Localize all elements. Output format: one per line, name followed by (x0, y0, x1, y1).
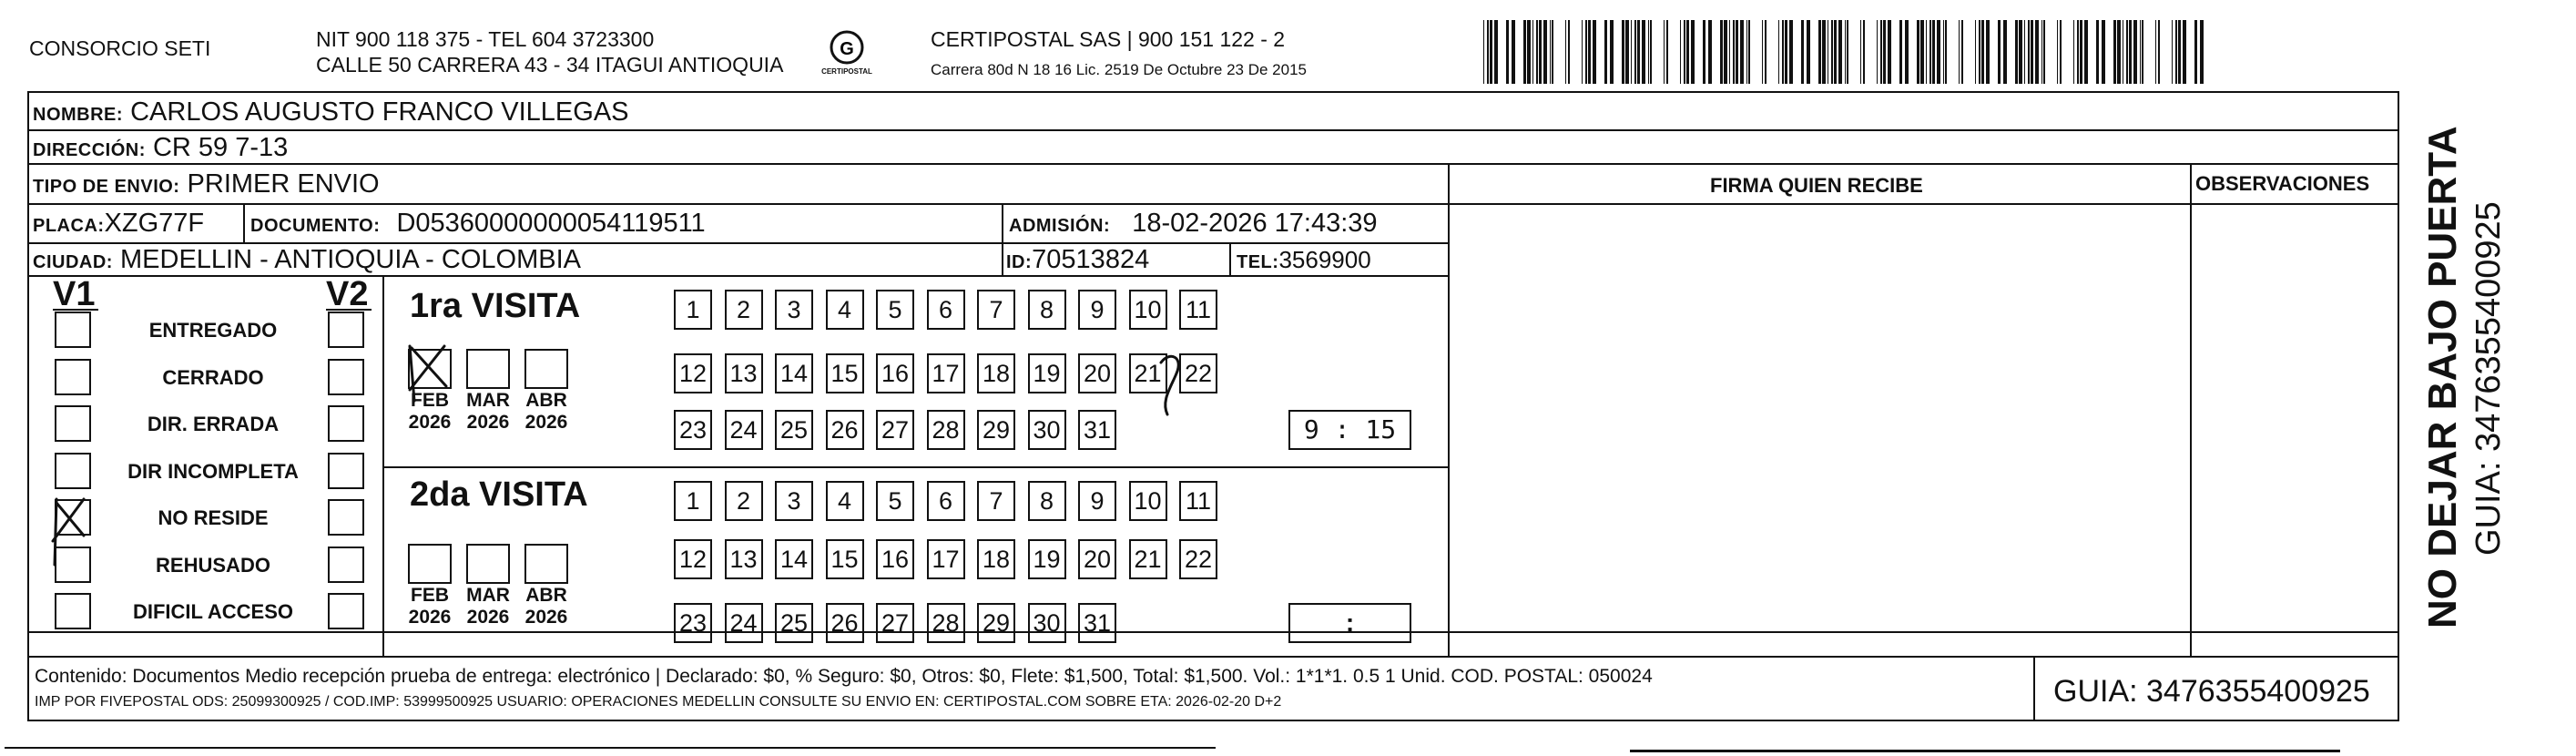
barcode-bar (1512, 20, 1515, 84)
barcode-bar (1550, 20, 1551, 84)
visit1-month-year: 2026 (524, 412, 568, 433)
visit2-month-name: ABR (525, 585, 567, 606)
visit2-day-box: 11 (1179, 481, 1217, 521)
admision-field (1009, 208, 1378, 241)
visit1-day-box: 2 (725, 290, 763, 330)
barcode-bar (1785, 20, 1787, 84)
visit1-day-box: 18 (977, 353, 1015, 393)
address-line: CALLE 50 CARRERA 43 - 34 ITAGUI ANTIOQUIA (316, 53, 784, 77)
v2-checkbox (328, 405, 364, 442)
visit2-day-box: 25 (775, 603, 813, 643)
barcode-bar (2028, 20, 2030, 84)
barcode-bar (1789, 20, 1793, 84)
v1-checkbox (55, 499, 91, 536)
bottom-rule-right (1630, 750, 2340, 752)
visit1-day-box: 6 (927, 290, 965, 330)
barcode-bar (1650, 20, 1652, 84)
v1-checkbox (55, 312, 91, 348)
barcode-bar (1724, 20, 1727, 84)
visit1-day-box: 27 (876, 410, 914, 450)
barcode-bar (1762, 20, 1763, 84)
barcode (1480, 20, 2215, 84)
barcode-bar (1686, 20, 1689, 84)
barcode-bar (1593, 20, 1596, 84)
barcode-bar (1845, 20, 1846, 84)
visit1-day-box: 31 (1078, 410, 1116, 450)
visit1-title: 1ra VISITA (410, 287, 581, 325)
visit2-time: : (1288, 603, 1411, 643)
visit2-day-box: 5 (876, 481, 914, 521)
visit2-month-box (408, 544, 452, 584)
v2-checkbox (328, 312, 364, 348)
visit2-day-box: 21 (1129, 539, 1167, 579)
barcode-bar (1490, 20, 1492, 84)
barcode-bar (1610, 20, 1614, 84)
visit2-day-box: 31 (1078, 603, 1116, 643)
visit1-day-box: 8 (1028, 290, 1066, 330)
visit2-month-year: 2026 (408, 607, 452, 628)
ciudad-label: CIUDAD: (33, 252, 113, 272)
barcode-bar (1684, 20, 1685, 84)
barcode-bar (1863, 20, 1865, 84)
visit1-day-box: 26 (826, 410, 864, 450)
barcode-bar (1539, 20, 1542, 84)
barcode-bar (1494, 20, 1498, 84)
v1-checkbox (55, 593, 91, 629)
barcode-bar (1625, 20, 1629, 84)
status-label: DIR INCOMPLETA (127, 459, 299, 483)
visit2-day-box: 14 (775, 539, 813, 579)
barcode-bar (1729, 20, 1730, 84)
barcode-bar (2158, 20, 2160, 84)
barcode-bar (1838, 20, 1842, 84)
signature-area (1450, 205, 2189, 655)
placa-value: XZG77F (104, 209, 205, 238)
visit2-day-box: 2 (725, 481, 763, 521)
footer-guia: GUIA: 3476355400925 (2053, 674, 2370, 709)
barcode-bar (1648, 20, 1649, 84)
visit1-time: 9 : 15 (1288, 410, 1411, 450)
barcode-bar (1532, 20, 1533, 84)
visit1-day-box: 14 (775, 353, 813, 393)
barcode-bar (2200, 20, 2204, 84)
documento-field (250, 208, 706, 241)
status-label: DIFICIL ACCESO (132, 600, 293, 623)
contenido-line: Contenido: Documentos Medio recepción prueba de entrega: electrónico | Declarado: $0, % Seguro: $0, Otros: $0, Flete: $1,500, Total: $1,500. Vol.: 1*1*1. 0.5 1 Unid. COD. POSTAL: 050024 (35, 666, 1653, 687)
tipo-value: PRIMER ENVIO (187, 169, 380, 199)
observations-area (2192, 205, 2398, 655)
direccion-value: CR 59 7-13 (152, 133, 289, 162)
visit1-day-box: 19 (1028, 353, 1066, 393)
barcode-bar (1986, 20, 1990, 84)
barcode-bar (1527, 20, 1531, 84)
v1-checkbox (55, 453, 91, 489)
barcode-bar (1631, 20, 1632, 84)
status-label: ENTREGADO (148, 319, 278, 342)
barcode-bar (1483, 20, 1484, 84)
visit2-day-box: 6 (927, 481, 965, 521)
visit2-day-box: 16 (876, 539, 914, 579)
barcode-bar (1536, 20, 1538, 84)
barcode-bar (2003, 20, 2007, 84)
barcode-bar (1782, 20, 1784, 84)
barcode-bar (1703, 20, 1705, 84)
visit2-month-box (466, 544, 510, 584)
visit2-day-box: 22 (1179, 539, 1217, 579)
barcode-bar (1748, 20, 1750, 84)
status-label: DIR. ERRADA (147, 413, 280, 435)
barcode-bar (1899, 20, 1902, 84)
barcode-bar (1622, 20, 1624, 84)
visit1-day-box: 11 (1179, 290, 1217, 330)
visit2-day-box: 30 (1028, 603, 1066, 643)
barcode-bar (1905, 20, 1909, 84)
barcode-bar (1565, 20, 1566, 84)
company-name: CONSORCIO SETI (29, 36, 211, 60)
barcode-bar (2140, 20, 2141, 84)
tel-label: TEL: (1237, 252, 1279, 272)
ciudad-field (33, 244, 581, 278)
visit2-day-box: 18 (977, 539, 1015, 579)
barcode-bar (1943, 20, 1944, 84)
nombre-value: CARLOS AUGUSTO FRANCO VILLEGAS (130, 97, 629, 127)
visit1-month-box (408, 349, 452, 389)
barcode-bar (1880, 20, 1882, 84)
visit2-day-box: 10 (1129, 481, 1167, 521)
visit2-day-box: 4 (826, 481, 864, 521)
barcode-bar (1552, 20, 1553, 84)
visit2-day-box: 13 (725, 539, 763, 579)
barcode-bar (2126, 20, 2128, 84)
v1-checkbox (55, 547, 91, 583)
barcode-bar (2172, 20, 2173, 84)
barcode-bar (2043, 20, 2045, 84)
barcode-bar (1920, 20, 1924, 84)
barcode-bar (1736, 20, 1738, 84)
barcode-bar (1847, 20, 1848, 84)
barcode-bar (1877, 20, 1878, 84)
visit2-day-box: 3 (775, 481, 813, 521)
visit1-month-box (524, 349, 568, 389)
v2-checkbox (328, 453, 364, 489)
visit1-month-name: FEB (411, 390, 449, 411)
visit1-day-box: 5 (876, 290, 914, 330)
barcode-bar (1720, 20, 1723, 84)
barcode-bar (2024, 20, 2025, 84)
barcode-bar (1818, 20, 1821, 84)
visit1-day-box: 30 (1028, 410, 1066, 450)
barcode-bar (1937, 20, 1940, 84)
barcode-bar (2183, 20, 2186, 84)
documento-value: D05360000000054119511 (396, 209, 706, 238)
barcode-bar (1961, 20, 1963, 84)
id-label: ID: (1006, 252, 1033, 272)
barcode-bar (1666, 20, 1668, 84)
visit1-month-name: MAR (466, 390, 510, 411)
barcode-bar (2102, 20, 2105, 84)
documento-label: DOCUMENTO: (250, 216, 381, 236)
v2-checkbox (328, 593, 364, 629)
barcode-bar (1637, 20, 1640, 84)
barcode-bar (1588, 20, 1591, 84)
visit2-day-box: 29 (977, 603, 1015, 643)
barcode-bar (2015, 20, 2018, 84)
v2-checkbox (328, 499, 364, 536)
barcode-bar (2155, 20, 2156, 84)
visit2-day-box: 28 (927, 603, 965, 643)
visit1-day-box: 23 (674, 410, 712, 450)
certipostal-line: CERTIPOSTAL SAS | 900 151 122 - 2 (931, 27, 1286, 51)
barcode-bar (2031, 20, 2033, 84)
barcode-bar (2129, 20, 2132, 84)
visit2-month-box (524, 544, 568, 584)
status-label: CERRADO (162, 365, 264, 389)
visit2-day-box: 1 (674, 481, 712, 521)
v2-checkbox (328, 547, 364, 583)
visit2-day-box: 8 (1028, 481, 1066, 521)
visit1-day-box: 21 (1129, 353, 1167, 393)
imp-line: IMP POR FIVEPOSTAL ODS: 25099300925 / COD.IMP: 53999500925 USUARIO: OPERACIONES MEDELLIN CONSULTE SU ENVIO EN: CERTIPOSTAL.COM SOBRE ETA: 2026-02-20 D+2 (35, 694, 1282, 710)
barcode-bar (2057, 20, 2058, 84)
barcode-bar (1822, 20, 1826, 84)
barcode-bar (1834, 20, 1837, 84)
v1-underline (53, 309, 98, 311)
visit1-day-box: 3 (775, 290, 813, 330)
barcode-bar (1634, 20, 1636, 84)
id-value: 70513824 (1032, 245, 1150, 274)
admision-value: 18-02-2026 17:43:39 (1132, 209, 1378, 238)
barcode-bar (2080, 20, 2082, 84)
barcode-bar (1582, 20, 1583, 84)
firma-label: FIRMA QUIEN RECIBE (1710, 174, 1923, 197)
visit1-day-box: 28 (927, 410, 965, 450)
status-label: REHUSADO (156, 553, 270, 577)
visit2-day-box: 27 (876, 603, 914, 643)
barcode-bar (1765, 20, 1767, 84)
barcode-bar (1642, 20, 1645, 84)
v2-underline (326, 309, 372, 311)
visit2-month-year: 2026 (524, 607, 568, 628)
tipo-label: TIPO DE ENVIO: (33, 177, 180, 197)
visit1-day-box: 4 (826, 290, 864, 330)
barcode-bar (1733, 20, 1735, 84)
barcode-bar (2113, 20, 2116, 84)
barcode-bar (2073, 20, 2074, 84)
visit1-month-name: ABR (525, 390, 567, 411)
barcode-bar (1691, 20, 1695, 84)
visit1-day-box: 25 (775, 410, 813, 450)
barcode-bar (2117, 20, 2121, 84)
barcode-bar (1807, 20, 1810, 84)
barcode-bar (1975, 20, 1976, 84)
barcode-bar (1740, 20, 1744, 84)
barcode-bar (2194, 20, 2197, 84)
barcode-bar (1543, 20, 1547, 84)
barcode-bar (2096, 20, 2099, 84)
barcode-bar (1917, 20, 1919, 84)
barcode-bar (2133, 20, 2137, 84)
tipo-field (33, 169, 380, 202)
visit2-day-box: 17 (927, 539, 965, 579)
visit1-month-box (466, 349, 510, 389)
barcode-bar (1831, 20, 1833, 84)
visit2-day-box: 23 (674, 603, 712, 643)
visit1-day-box: 15 (826, 353, 864, 393)
id-field (1006, 244, 1149, 278)
barcode-bar (1929, 20, 1931, 84)
visit1-day-box: 24 (725, 410, 763, 450)
tel-value: 3569900 (1278, 246, 1371, 273)
visit1-day-box: 29 (977, 410, 1015, 450)
visit1-day-box: 9 (1078, 290, 1116, 330)
placa-field (33, 208, 204, 241)
visit1-day-box: 16 (876, 353, 914, 393)
barcode-bar (1604, 20, 1607, 84)
status-label: NO RESIDE (158, 506, 269, 529)
visit2-day-box: 7 (977, 481, 1015, 521)
barcode-bar (1998, 20, 2001, 84)
bottom-rule (5, 747, 1216, 749)
visit1-month-year: 2026 (466, 412, 510, 433)
barcode-bar (1932, 20, 1935, 84)
observaciones-label: OBSERVACIONES (2195, 172, 2370, 195)
barcode-bar (2077, 20, 2079, 84)
direccion-label: DIRECCIÓN: (33, 140, 146, 160)
barcode-bar (1664, 20, 1665, 84)
visit1-day-box: 17 (927, 353, 965, 393)
visit2-day-box: 19 (1028, 539, 1066, 579)
direccion-field (33, 132, 288, 166)
barcode-bar (2175, 20, 2177, 84)
visit2-title: 2da VISITA (410, 475, 588, 514)
barcode-bar (2060, 20, 2062, 84)
barcode-bar (1979, 20, 1980, 84)
admision-label: ADMISIÓN: (1009, 216, 1111, 236)
visit2-day-box: 15 (826, 539, 864, 579)
barcode-bar (1585, 20, 1587, 84)
visit2-day-box: 24 (725, 603, 763, 643)
barcode-bar (1959, 20, 1960, 84)
barcode-bar (2142, 20, 2143, 84)
v1-label: V1 (53, 275, 96, 313)
barcode-bar (2041, 20, 2042, 84)
visit2-month-name: MAR (466, 585, 510, 606)
barcode-bar (2035, 20, 2039, 84)
barcode-bar (2178, 20, 2181, 84)
svg-text:G: G (840, 39, 854, 59)
visit2-month-year: 2026 (466, 607, 510, 628)
barcode-bar (1746, 20, 1747, 84)
v1-checkbox (55, 405, 91, 442)
barcode-bar (1568, 20, 1570, 84)
visit2-month-name: FEB (411, 585, 449, 606)
barcode-bar (2084, 20, 2088, 84)
visit1-day-box: 20 (1078, 353, 1116, 393)
visit1-day-box: 12 (674, 353, 712, 393)
nit-line: NIT 900 118 375 - TEL 604 3723300 (316, 27, 655, 51)
v1-checkbox (55, 359, 91, 395)
visit2-day-box: 20 (1078, 539, 1116, 579)
barcode-bar (1506, 20, 1509, 84)
visit1-month-year: 2026 (408, 412, 452, 433)
v2-label: V2 (326, 275, 369, 313)
barcode-bar (1883, 20, 1886, 84)
barcode-bar (1860, 20, 1861, 84)
ciudad-value: MEDELLIN - ANTIOQUIA - COLOMBIA (120, 245, 581, 274)
certipostal-logo (815, 27, 879, 82)
visit2-day-box: 9 (1078, 481, 1116, 521)
barcode-bar (1981, 20, 1984, 84)
placa-label: PLACA: (33, 216, 105, 236)
v2-checkbox (328, 359, 364, 395)
visit1-day-box: 1 (674, 290, 712, 330)
barcode-bar (1801, 20, 1804, 84)
logo-text: CERTIPOSTAL (821, 67, 872, 76)
visit1-day-box: 7 (977, 290, 1015, 330)
side-warning: NO DEJAR BAJO PUERTA (2420, 126, 2465, 628)
visit2-day-box: 26 (826, 603, 864, 643)
barcode-bar (1487, 20, 1489, 84)
barcode-bar (2019, 20, 2022, 84)
nombre-field (33, 97, 629, 130)
barcode-bar (1708, 20, 1712, 84)
license-line: Carrera 80d N 18 16 Lic. 2519 De Octubre 23 De 2015 (931, 61, 1307, 78)
barcode-bar (1523, 20, 1526, 84)
barcode-bar (1888, 20, 1891, 84)
barcode-bar (1778, 20, 1779, 84)
tel-field (1237, 244, 1371, 278)
nombre-label: NOMBRE: (33, 105, 124, 125)
barcode-bar (1680, 20, 1681, 84)
barcode-bar (1945, 20, 1947, 84)
visit1-day-box: 10 (1129, 290, 1167, 330)
visit2-day-box: 12 (674, 539, 712, 579)
visit1-day-box: 13 (725, 353, 763, 393)
visit1-day-box: 22 (1179, 353, 1217, 393)
barcode-bar (1926, 20, 1927, 84)
side-guia: GUIA: 3476355400925 (2469, 201, 2508, 556)
